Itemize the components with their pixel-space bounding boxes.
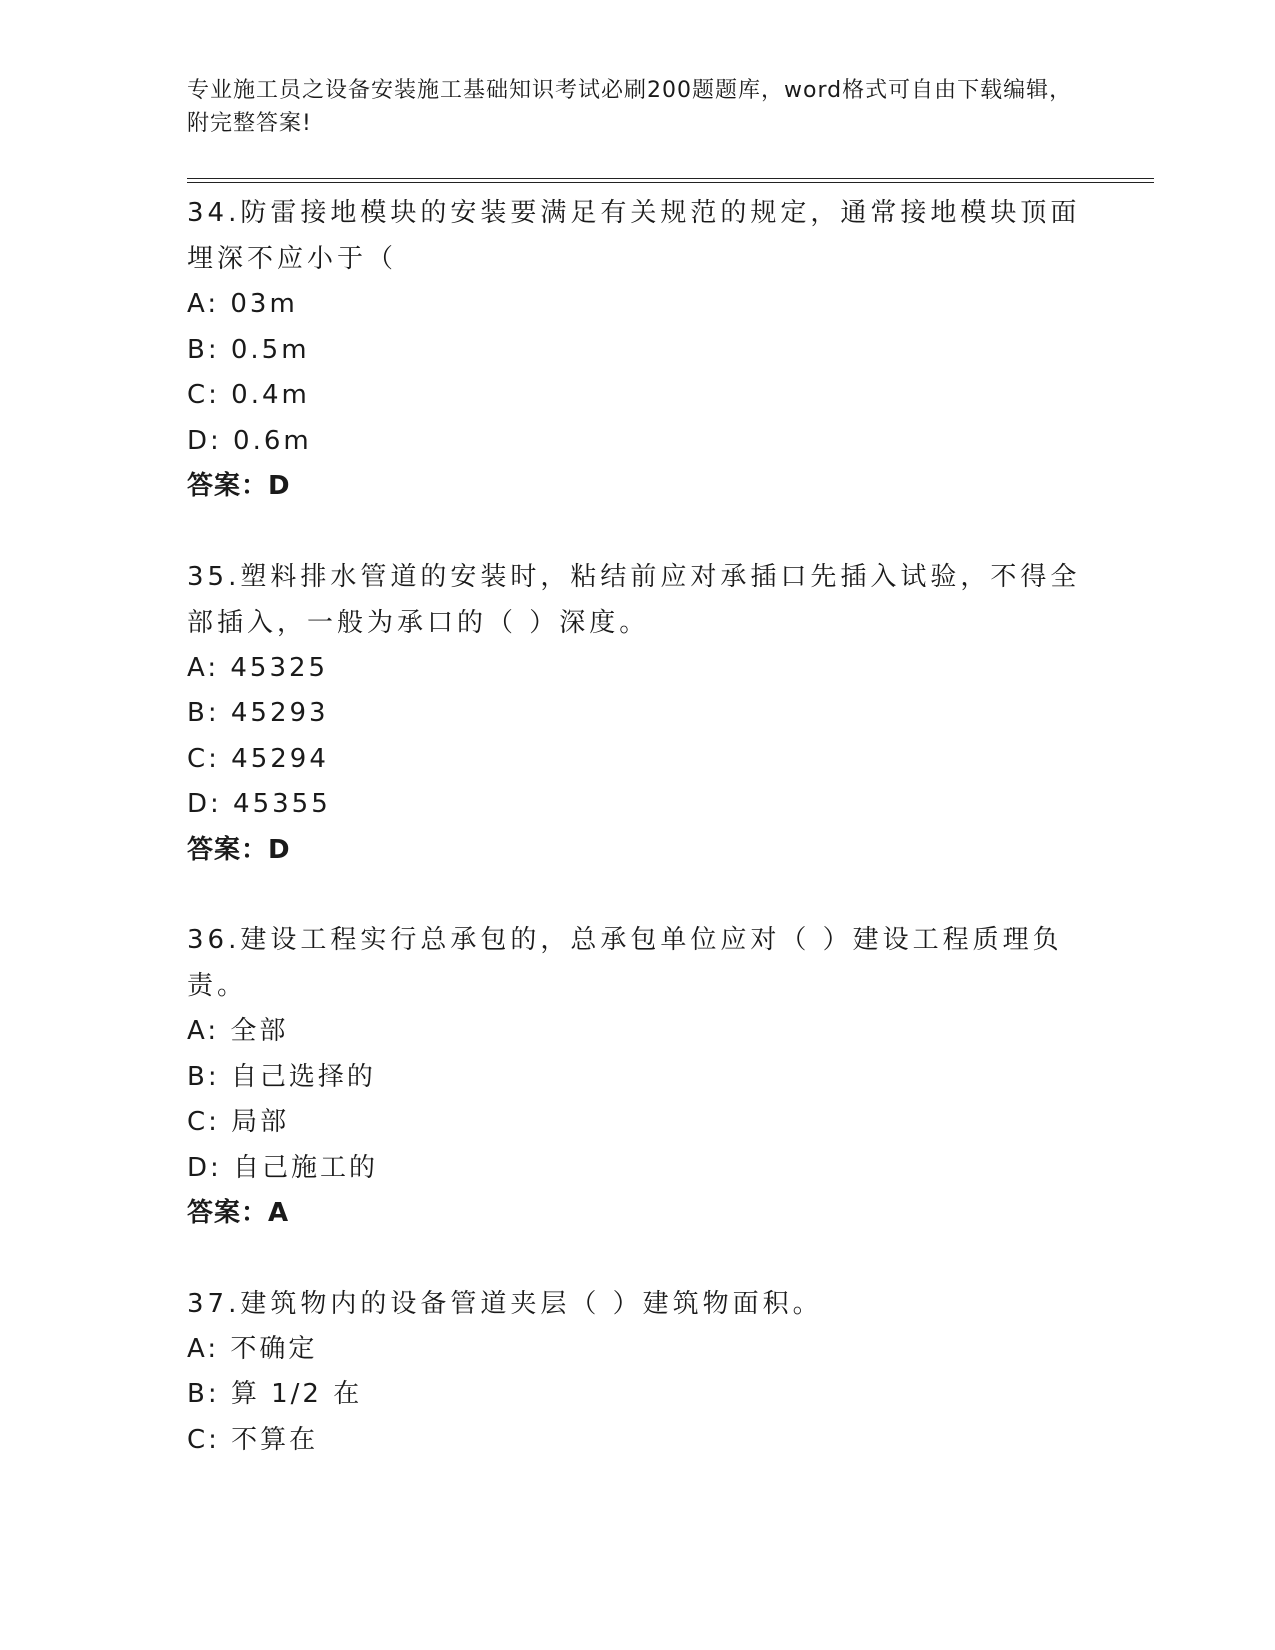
answer-text: 答案：D	[187, 834, 291, 865]
option-b: B: 算 1/2 在	[187, 1379, 363, 1409]
question-text: 34.防雷接地模块的安装要满足有关规范的规定，通常接地模块顶面埋深不应小于（	[187, 198, 1081, 274]
question-text: 36.建设工程实行总承包的，总承包单位应对（ ）建设工程质理负责。	[187, 925, 1063, 1001]
question-text: 35.塑料排水管道的安装时，粘结前应对承插口先插入试验，不得全部插入，一般为承口的（ ）深度。	[187, 561, 1081, 638]
question-34	[187, 190, 1087, 510]
question-36	[187, 917, 1087, 1237]
option-a: A: 45325	[187, 652, 329, 683]
question-text: 37.建筑物内的设备管道夹层（ ）建筑物面积。	[187, 1288, 823, 1319]
answer-text: 答案：A	[187, 1198, 290, 1228]
option-c: C: 局部	[187, 1107, 290, 1137]
option-b: B: 0.5m	[187, 334, 310, 365]
option-d: D: 0.6m	[187, 425, 312, 456]
question-37	[187, 1281, 1087, 1464]
option-b: B: 自己选择的	[187, 1061, 376, 1092]
option-d: D: 自己施工的	[187, 1152, 379, 1183]
header-divider	[187, 178, 1154, 183]
option-c: C: 0.4m	[187, 380, 310, 410]
document-header: 专业施工员之设备安装施工基础知识考试必刷200题题库，word格式可自由下载编辑，附完整答案!	[187, 78, 1073, 136]
question-list	[187, 190, 1087, 1507]
question-35	[187, 554, 1087, 874]
option-d: D: 45355	[187, 789, 331, 819]
answer-text: 答案：D	[187, 471, 291, 501]
option-c: C: 不算在	[187, 1424, 319, 1455]
option-a: A: 不确定	[187, 1333, 318, 1364]
option-c: C: 45294	[187, 743, 329, 774]
option-b: B: 45293	[187, 698, 329, 728]
option-a: A: 03m	[187, 289, 298, 319]
option-a: A: 全部	[187, 1016, 289, 1046]
